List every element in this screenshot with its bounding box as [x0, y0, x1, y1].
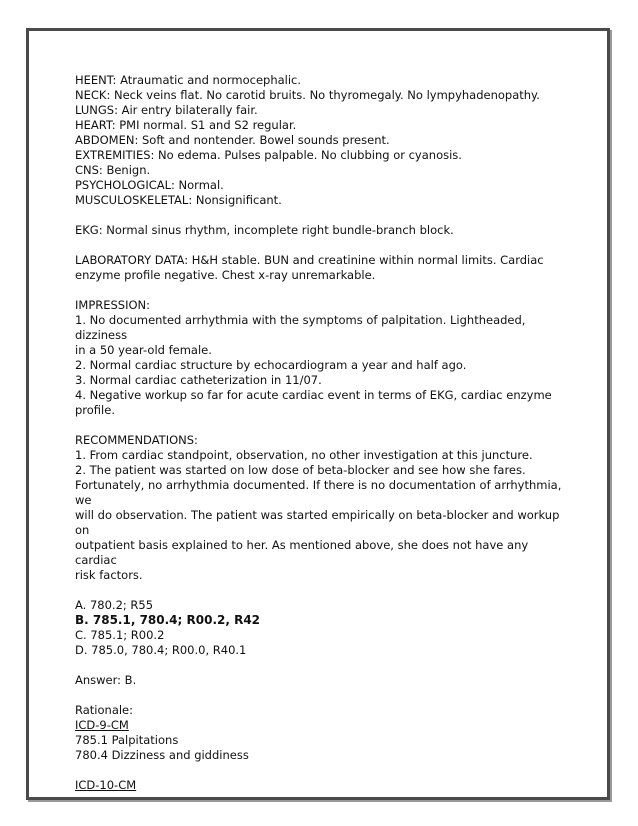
option-c: C. 785.1; R00.2: [75, 628, 165, 642]
option-d: D. 785.0, 780.4; R00.0, R40.1: [75, 643, 247, 657]
impression-line: 1. No documented arrhythmia with the symptoms of palpitation. Lightheaded, dizziness: [75, 313, 526, 342]
icd9-code-line: 780.4 Dizziness and giddiness: [75, 748, 249, 762]
recommendations-section: [75, 433, 570, 583]
exam-abdomen: ABDOMEN: Soft and nontender. Bowel sounds present.: [75, 133, 390, 147]
rationale-heading: Rationale:: [75, 703, 134, 717]
icd10-heading: ICD-10-CM: [75, 778, 137, 792]
recommendation-line: 2. The patient was started on low dose of beta-blocker and see how she fares.: [75, 463, 526, 477]
exam-musculoskeletal: MUSCULOSKELETAL: Nonsignificant.: [75, 193, 282, 207]
icd9-code-line: 785.1 Palpitations: [75, 733, 179, 747]
impression-line: profile.: [75, 403, 115, 417]
exam-heart: HEART: PMI normal. S1 and S2 regular.: [75, 118, 297, 132]
rationale-section: [75, 703, 570, 793]
lab-line: LABORATORY DATA: H&H stable. BUN and creatinine within normal limits. Cardiac: [75, 253, 544, 267]
impression-line: 2. Normal cardiac structure by echocardiogram a year and half ago.: [75, 358, 467, 372]
answer-line: Answer: B.: [75, 673, 137, 687]
recommendation-line: risk factors.: [75, 568, 143, 582]
exam-cns: CNS: Benign.: [75, 163, 151, 177]
lab-line: enzyme profile negative. Chest x-ray unremarkable.: [75, 268, 376, 282]
ekg-line: EKG: Normal sinus rhythm, incomplete right bundle-branch block.: [75, 223, 454, 237]
exam-heent: HEENT: Atraumatic and normocephalic.: [75, 73, 302, 87]
option-b: B. 785.1, 780.4; R00.2, R42: [75, 613, 261, 627]
recommendation-line: Fortunately, no arrhythmia documented. If there is no documentation of arrhythmia, we: [75, 478, 562, 507]
recommendation-line: outpatient basis explained to her. As mentioned above, she does not have any cardiac: [75, 538, 529, 567]
recommendation-line: 1. From cardiac standpoint, observation, no other investigation at this juncture.: [75, 448, 533, 462]
physical-exam-section: [75, 73, 570, 208]
exam-psychological: PSYCHOLOGICAL: Normal.: [75, 178, 224, 192]
recommendation-line: will do observation. The patient was started empirically on beta-blocker and workup on: [75, 508, 560, 537]
exam-neck: NECK: Neck veins flat. No carotid bruits. No thyromegaly. No lympyhadenopathy.: [75, 88, 540, 102]
impression-heading: IMPRESSION:: [75, 298, 151, 312]
recommendations-heading: RECOMMENDATIONS:: [75, 433, 198, 447]
impression-line: in a 50 year-old female.: [75, 343, 212, 357]
impression-line: 3. Normal cardiac catheterization in 11/07.: [75, 373, 322, 387]
exam-extremities: EXTREMITIES: No edema. Pulses palpable. No clubbing or cyanosis.: [75, 148, 462, 162]
exam-lungs: LUNGS: Air entry bilaterally fair.: [75, 103, 258, 117]
document-body: [75, 73, 570, 793]
lab-section: [75, 253, 570, 283]
icd9-heading: ICD-9-CM: [75, 718, 129, 732]
impression-section: [75, 298, 570, 418]
answer-options: [75, 598, 570, 658]
impression-line: 4. Negative workup so far for acute cardiac event in terms of EKG, cardiac enzyme: [75, 388, 552, 402]
option-a: A. 780.2; R55: [75, 598, 154, 612]
